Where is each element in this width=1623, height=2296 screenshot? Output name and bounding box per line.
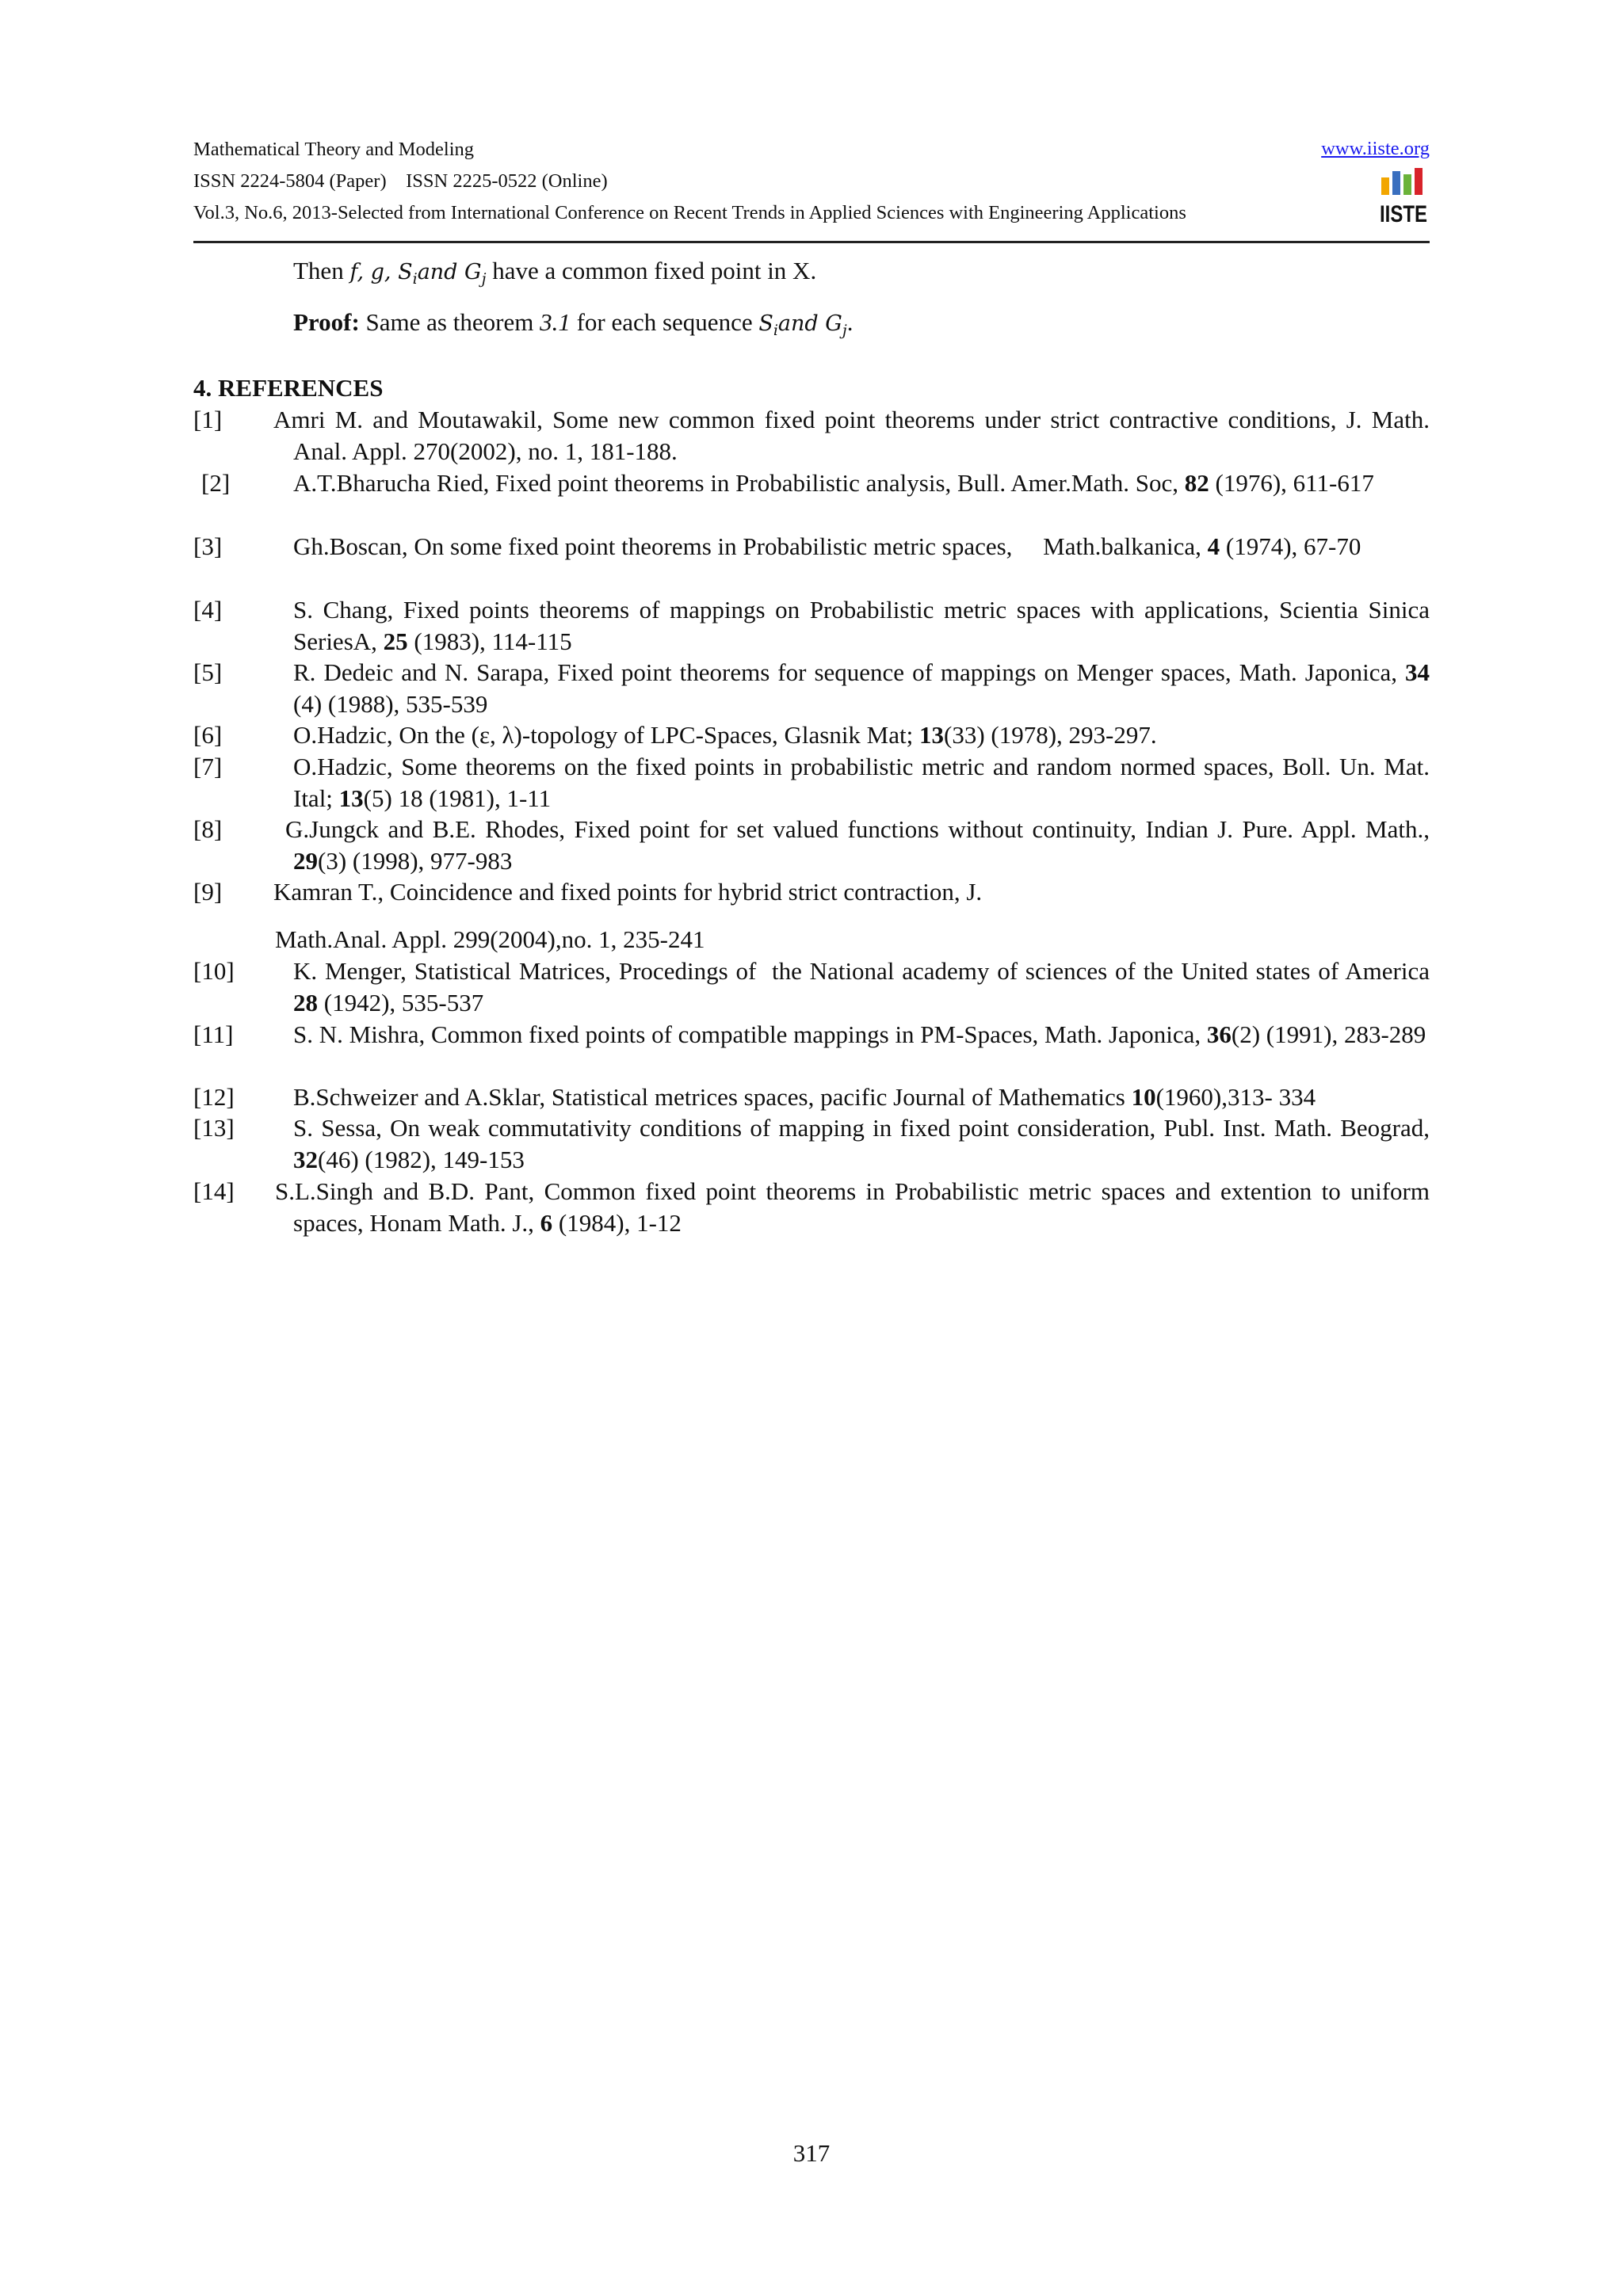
reference-entry: Kamran T., Coincidence and fixed points for hybrid strict contraction, J. — [273, 878, 983, 906]
logo-bar — [1415, 168, 1423, 195]
reference-entry: S.L.Singh and B.D. Pant, Common fixed point theorems in Probabilistic metric spaces and extention to uniform spaces, Honam Math. J., 6 (1984), 1-12 — [275, 1177, 1430, 1237]
issn-line: ISSN 2224-5804 (Paper) ISSN 2225-0522 (Online) — [193, 170, 608, 192]
reference-number: [13] — [193, 1114, 235, 1142]
reference-volume: 10 — [1131, 1083, 1156, 1111]
reference-number: [9] — [193, 878, 223, 906]
reference-entry: O.Hadzic, Some theorems on the fixed points in probabilistic metric and random normed spaces, Boll. Un. Mat. Ital; 13(5) 18 (1981), 1-11 — [293, 753, 1430, 812]
reference-volume: 29 — [293, 847, 318, 875]
reference-volume: 28 — [293, 989, 318, 1016]
reference-entry: S. N. Mishra, Common fixed points of compatible mappings in PM-Spaces, Math. Japonica, 36(2) (1991), 283-289 — [293, 1020, 1426, 1048]
reference-volume: 13 — [919, 721, 944, 749]
reference-volume: 13 — [338, 784, 364, 812]
logo-bar — [1392, 171, 1400, 195]
volume-line: Vol.3, No.6, 2013-Selected from International Conference on Recent Trends in Applied Sciences with Engineering Applications — [193, 202, 1186, 223]
reference-number: [11] — [193, 1020, 234, 1048]
then-text: Then — [293, 257, 350, 284]
reference-entry: S. Sessa, On weak commutativity conditions of mapping in fixed point consideration, Publ. Inst. Math. Beograd, 32(46) (1982), 149-153 — [293, 1114, 1430, 1173]
reference-number: [2] — [201, 469, 231, 497]
reference-number: [3] — [193, 532, 223, 560]
journal-title: Mathematical Theory and Modeling — [193, 139, 475, 160]
page-number: 317 — [792, 2139, 831, 2167]
proof-line: Proof: Same as theorem 3.1 for each sequence $S_iand$ $G_j$. — [293, 308, 854, 339]
reference-number: [5] — [193, 658, 223, 686]
reference-number: [1] — [193, 406, 223, 433]
math-expression: $S_iand$ $G_j$ — [758, 311, 847, 339]
reference-entry: Math.Anal. Appl. 299(2004),no. 1, 235-241 — [275, 925, 705, 953]
reference-entry: K. Menger, Statistical Matrices, Procedings of the National academy of sciences of the United states of America 28 (1942), 535-537 — [293, 957, 1430, 1016]
reference-entry: B.Schweizer and A.Sklar, Statistical metrices spaces, pacific Journal of Mathematics 10(1960),313- 334 — [293, 1083, 1316, 1111]
reference-volume: 25 — [383, 627, 408, 655]
theorem-conclusion — [293, 255, 816, 295]
then-tail: have a common fixed point in X. — [486, 257, 817, 284]
reference-entry: Amri M. and Moutawakil, Some new common fixed point theorems under strict contractive conditions, J. Math. Anal. Appl. 270(2002), no. 1, 181-188. — [273, 406, 1430, 465]
journal-url-link[interactable]: www.iiste.org — [1321, 138, 1430, 159]
theorem-reference: 3.1 — [540, 308, 571, 336]
reference-volume: 34 — [1405, 658, 1430, 686]
reference-entry: A.T.Bharucha Ried, Fixed point theorems in Probabilistic analysis, Bull. Amer.Math. Soc, 82 (1976), 611-617 — [293, 469, 1374, 497]
references-heading: 4. REFERENCES — [193, 374, 384, 402]
reference-number: [10] — [193, 957, 235, 985]
reference-entry: R. Dedeic and N. Sarapa, Fixed point theorems for sequence of mappings on Menger spaces, Math. Japonica, 34 (4) (1988), 535-539 — [293, 658, 1430, 718]
proof-label: Proof: — [293, 308, 360, 336]
reference-volume: 4 — [1207, 532, 1220, 560]
reference-number: [4] — [193, 596, 223, 624]
logo-bar — [1381, 177, 1389, 195]
reference-number: [12] — [193, 1083, 235, 1111]
math-expression: f, g, $S_iand$ $G_j$ — [349, 260, 487, 288]
reference-entry: G.Jungck and B.E. Rhodes, Fixed point for set valued functions without continuity, Indian J. Pure. Appl. Math., 29(3) (1998), 977-983 — [285, 815, 1430, 875]
reference-number: [8] — [193, 815, 223, 843]
reference-volume: 82 — [1184, 469, 1209, 497]
reference-entry: S. Chang, Fixed points theorems of mappings on Probabilistic metric spaces with applications, Scientia Sinica SeriesA, 25 (1983), 114-115 — [293, 596, 1430, 655]
reference-entry: O.Hadzic, On the (ε, λ)-topology of LPC-Spaces, Glasnik Mat; 13(33) (1978), 293-297. — [293, 721, 1157, 749]
reference-number: [14] — [193, 1177, 235, 1205]
logo-bar — [1403, 174, 1411, 195]
header-rule — [193, 241, 1430, 243]
reference-number: [7] — [193, 753, 223, 780]
reference-entry: Gh.Boscan, On some fixed point theorems in Probabilistic metric spaces, Math.balkanica, 4 (1974), 67-70 — [293, 532, 1361, 560]
reference-number: [6] — [193, 721, 223, 749]
iiste-logo — [1379, 165, 1428, 225]
reference-volume: 36 — [1206, 1020, 1232, 1048]
reference-volume: 6 — [540, 1209, 553, 1237]
reference-volume: 32 — [293, 1146, 318, 1173]
iiste-logo-text: IISTE — [1380, 201, 1427, 227]
